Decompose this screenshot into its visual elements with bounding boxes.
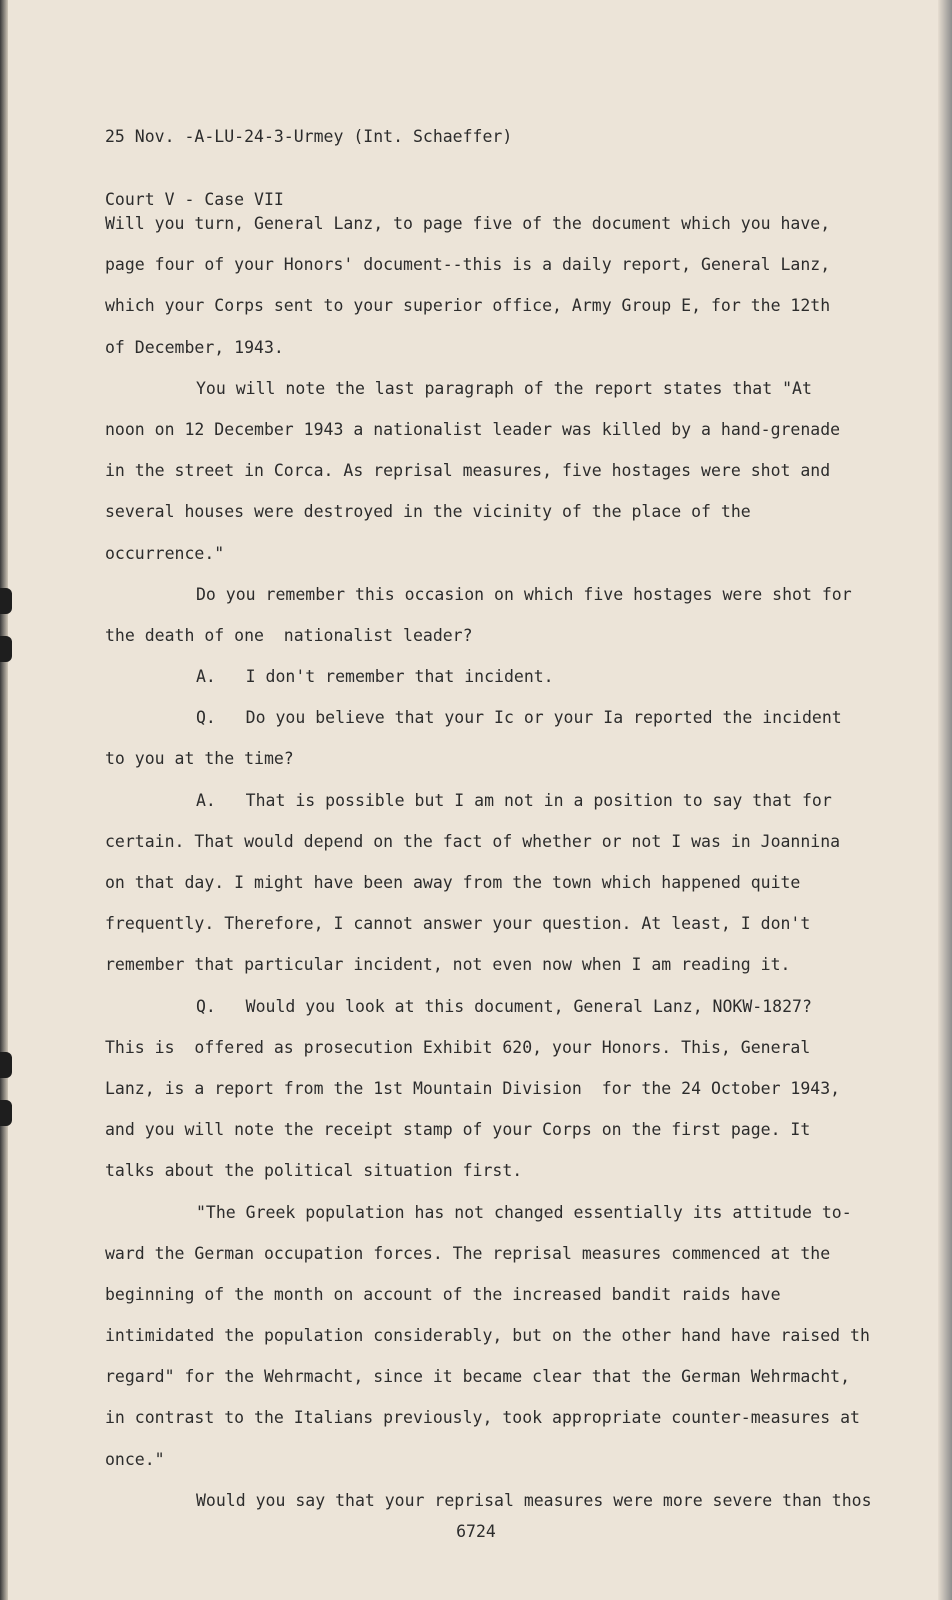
text-line: Q. Would you look at this document, General Lanz, NOKW-1827? [196,996,812,1016]
text-line: intimidated the population considerably, but on the other hand have raised th [105,1326,870,1346]
text-line: beginning of the month on account of the increased bandit raids have [105,1284,781,1304]
header-line-2: Court V - Case VII [105,190,284,209]
text-line: the death of one nationalist leader? [105,625,473,645]
punch-hole [0,636,12,662]
header-line-1: 25 Nov. -A-LU-24-3-Urmey (Int. Schaeffer) [105,127,513,146]
text-line: Would you say that your reprisal measures were more severe than thos [196,1490,872,1510]
text-line: frequently. Therefore, I cannot answer your question. At least, I don't [105,914,811,934]
text-line: several houses were destroyed in the vicinity of the place of the [105,502,751,522]
transcript-body [105,203,885,1521]
text-line: Lanz, is a report from the 1st Mountain Division for the 24 October 1943, [105,1078,841,1098]
text-line: A. That is possible but I am not in a position to say that for [196,790,832,810]
text-line: certain. That would depend on the fact of whether or not I was in Joannina [105,831,841,851]
text-line: "The Greek population has not changed essentially its attitude to- [196,1202,852,1222]
text-line: talks about the political situation first. [105,1161,523,1181]
page-left-edge [0,0,8,1600]
text-line: A. I don't remember that incident. [196,667,554,687]
text-line: to you at the time? [105,749,294,769]
text-line: Do you remember this occasion on which five hostages were shot for [196,584,852,604]
text-line: This is offered as prosecution Exhibit 620, your Honors. This, General [105,1037,811,1057]
text-line: in the street in Corca. As reprisal measures, five hostages were shot and [105,461,831,481]
punch-hole [0,588,12,614]
text-line: regard" for the Wehrmacht, since it became clear that the German Wehrmacht, [105,1367,851,1387]
page-number: 6724 [456,1522,496,1541]
text-line: ward the German occupation forces. The reprisal measures commenced at the [105,1243,831,1263]
text-line: and you will note the receipt stamp of your Corps on the first page. It [105,1120,811,1140]
text-line: Will you turn, General Lanz, to page five of the document which you have, [105,214,831,233]
text-line: on that day. I might have been away from the town which happened quite [105,873,801,892]
page-right-edge [938,0,952,1600]
text-line: Q. Do you believe that your Ic or your Ia reported the incident [196,708,842,728]
text-line: page four of your Honors' document--this is a daily report, General Lanz, [105,255,831,275]
punch-hole [0,1052,12,1078]
text-line: remember that particular incident, not even now when I am reading it. [105,955,791,975]
text-line: occurrence." [105,543,225,563]
text-line: in contrast to the Italians previously, took appropriate counter-measures at [105,1408,860,1428]
text-line: You will note the last paragraph of the report states that "At [196,378,812,398]
text-line: of December, 1943. [105,337,284,357]
text-line: which your Corps sent to your superior office, Army Group E, for the 12th [105,296,831,316]
text-line: noon on 12 December 1943 a nationalist leader was killed by a hand-grenade [105,419,841,439]
text-line: once." [105,1449,165,1469]
punch-hole [0,1100,12,1126]
